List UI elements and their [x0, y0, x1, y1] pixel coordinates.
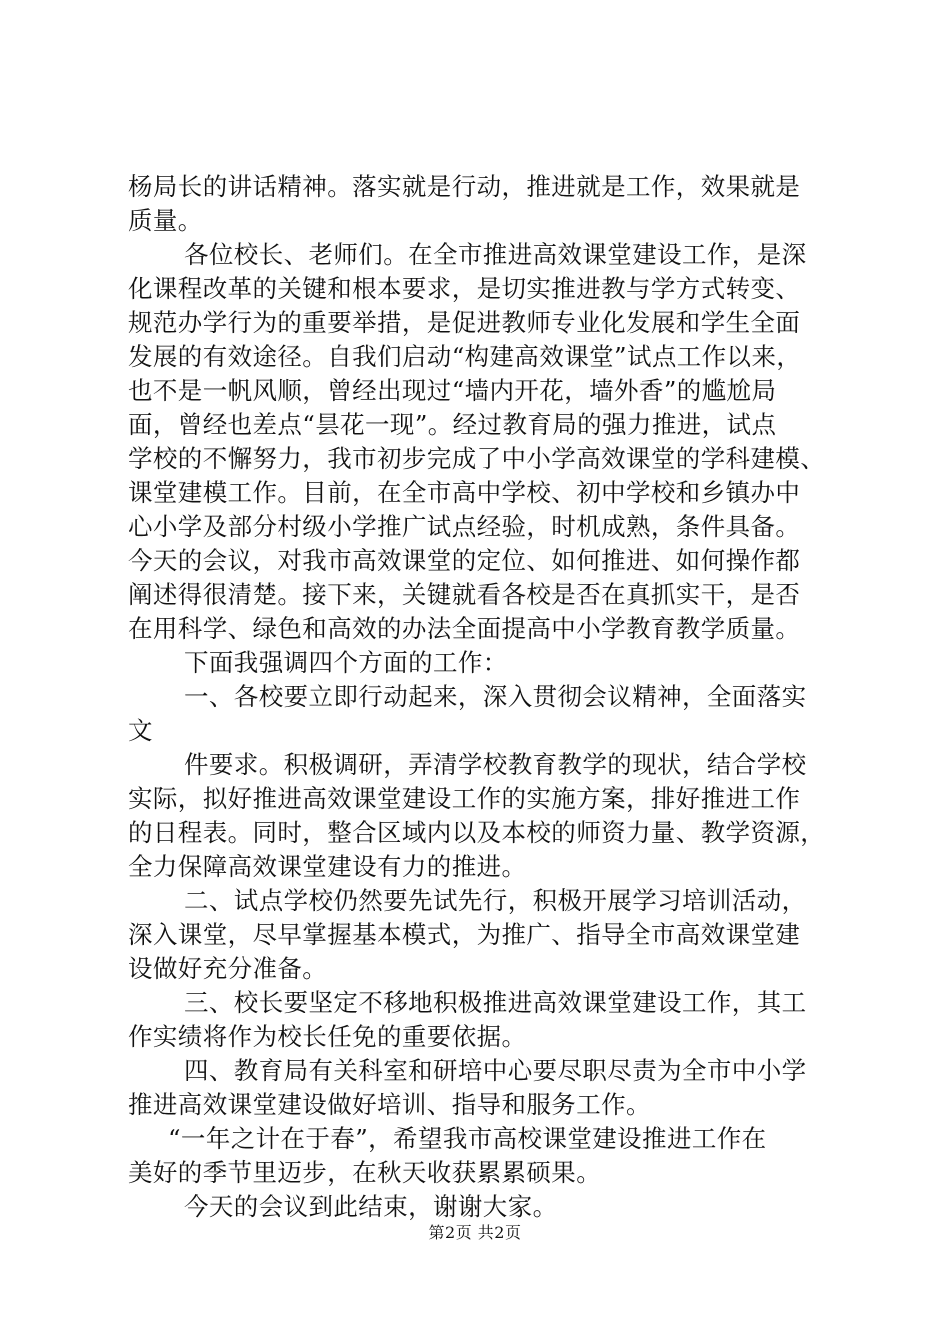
- text-line: “一年之计在于春”，希望我市高校课堂建设推进工作在: [168, 1124, 767, 1153]
- text-line: 学校的不懈努力，我市初步完成了中小学高效课堂的学科建模、: [128, 444, 826, 473]
- text-line: 深入课堂，尽早掌握基本模式，为推广、指导全市高效课堂建: [128, 920, 801, 949]
- text-line: 二、试点学校仍然要先试先行，积极开展学习培训活动，: [184, 886, 807, 915]
- text-line: 面，曾经也差点“昙花一现”。经过教育局的强力推进，试点: [128, 410, 777, 439]
- text-line: 文: [128, 716, 153, 745]
- text-line: 在用科学、绿色和高效的办法全面提高中小学教育教学质量。: [128, 614, 801, 643]
- text-line: 美好的季节里迈步，在秋天收获累累硕果。: [128, 1158, 602, 1187]
- text-line: 推进高效课堂建设做好培训、指导和服务工作。: [128, 1090, 651, 1119]
- text-line: 各位校长、老师们。在全市推进高效课堂建设工作，是深: [184, 240, 807, 269]
- text-line: 四、教育局有关科室和研培中心要尽职尽责为全市中小学: [184, 1056, 807, 1085]
- text-line: 阐述得很清楚。接下来，关键就看各校是否在真抓实干，是否: [128, 580, 801, 609]
- text-line: 作实绩将作为校长任免的重要依据。: [128, 1022, 527, 1051]
- text-line: 杨局长的讲话精神。落实就是行动，推进就是工作，效果就是: [128, 172, 801, 201]
- page-footer: 第2页 共2页: [428, 1223, 522, 1242]
- text-line: 件要求。积极调研，弄清学校教育教学的现状，结合学校: [184, 750, 807, 779]
- text-line: 下面我强调四个方面的工作：: [184, 648, 508, 677]
- text-line: 也不是一帆风顺，曾经出现过“墙内开花，墙外香”的尴尬局: [128, 376, 777, 405]
- text-line: 今天的会议，对我市高效课堂的定位、如何推进、如何操作都: [128, 546, 801, 575]
- text-line: 实际，拟好推进高效课堂建设工作的实施方案，排好推进工作: [128, 784, 801, 813]
- text-line: 三、校长要坚定不移地积极推进高效课堂建设工作，其工: [184, 988, 807, 1017]
- text-line: 规范办学行为的重要举措，是促进教师专业化发展和学生全面: [128, 308, 801, 337]
- text-line: 化课程改革的关键和根本要求，是切实推进教与学方式转变、: [128, 274, 801, 303]
- text-line: 发展的有效途径。自我们启动“构建高效课堂”试点工作以来，: [128, 342, 802, 371]
- text-line: 全力保障高效课堂建设有力的推进。: [128, 852, 527, 881]
- text-line: 一、各校要立即行动起来，深入贯彻会议精神，全面落实: [184, 682, 807, 711]
- text-line: 质量。: [128, 206, 203, 235]
- text-line: 课堂建模工作。目前，在全市高中学校、初中学校和乡镇办中: [128, 478, 801, 507]
- text-line: 设做好充分准备。: [128, 954, 328, 983]
- text-line: 今天的会议到此结束，谢谢大家。: [184, 1192, 558, 1221]
- text-line: 的日程表。同时，整合区域内以及本校的师资力量、教学资源，: [128, 818, 826, 847]
- document-body: [128, 170, 838, 1224]
- text-line: 心小学及部分村级小学推广试点经验，时机成熟，条件具备。: [128, 512, 801, 541]
